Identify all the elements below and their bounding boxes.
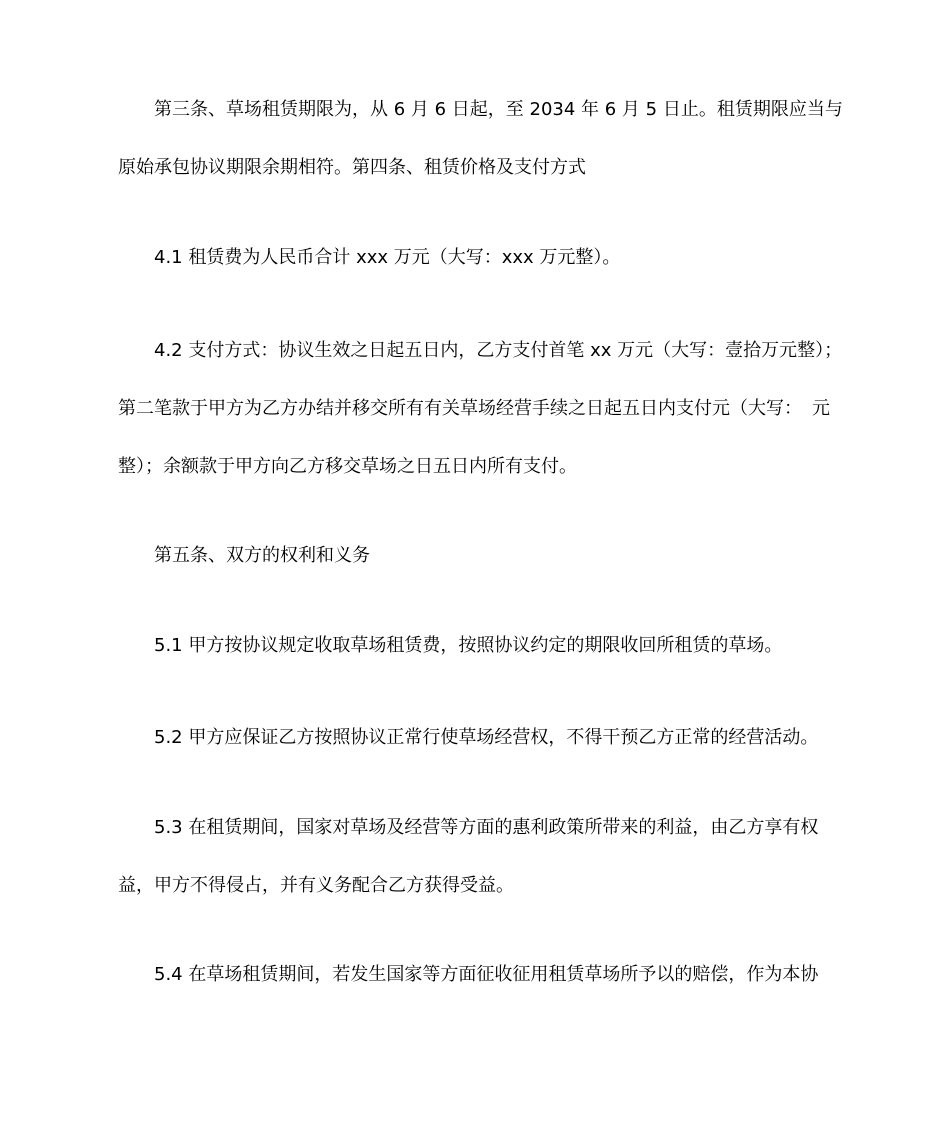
article-3-line-1: 第三条、草场租赁期限为，从 6 月 6 日起，至 2034 年 6 月 5 日止。租赁期限应当与 [154, 99, 843, 120]
clause-4-1: 4.1 租赁费为人民币合计 xxx 万元（大写：xxx 万元整）。 [154, 247, 621, 268]
clause-4-2-line-3: 整）；余额款于甲方向乙方移交草场之日五日内所有支付。 [118, 456, 577, 477]
clause-5-2: 5.2 甲方应保证乙方按照协议正常行使草场经营权，不得干预乙方正常的经营活动。 [154, 727, 819, 748]
clause-4-2-line-2-text: 第二笔款于甲方为乙方办结并移交所有有关草场经营手续之日起五日内支付元（大写： [118, 398, 802, 419]
clause-4-2-line-2 [118, 397, 830, 421]
clause-5-4-line-1: 5.4 在草场租赁期间，若发生国家等方面征收征用租赁草场所予以的赔偿，作为本协 [154, 964, 819, 985]
clause-5-3-line-1: 5.3 在租赁期间，国家对草场及经营等方面的惠利政策所带来的利益，由乙方享有权 [154, 817, 819, 838]
clause-5-3-line-2: 益，甲方不得侵占，并有义务配合乙方获得受益。 [118, 875, 514, 896]
clause-5-1: 5.1 甲方按协议规定收取草场租赁费，按照协议约定的期限收回所租赁的草场。 [154, 635, 783, 656]
article-5-heading: 第五条、双方的权利和义务 [154, 545, 370, 566]
article-3-line-2: 原始承包协议期限余期相符。第四条、租赁价格及支付方式 [118, 157, 586, 178]
clause-4-2-line-2-end: 元 [812, 398, 830, 419]
clause-4-2-line-1: 4.2 支付方式：协议生效之日起五日内，乙方支付首笔 xx 万元（大写：壹拾万元整）； [154, 340, 843, 361]
